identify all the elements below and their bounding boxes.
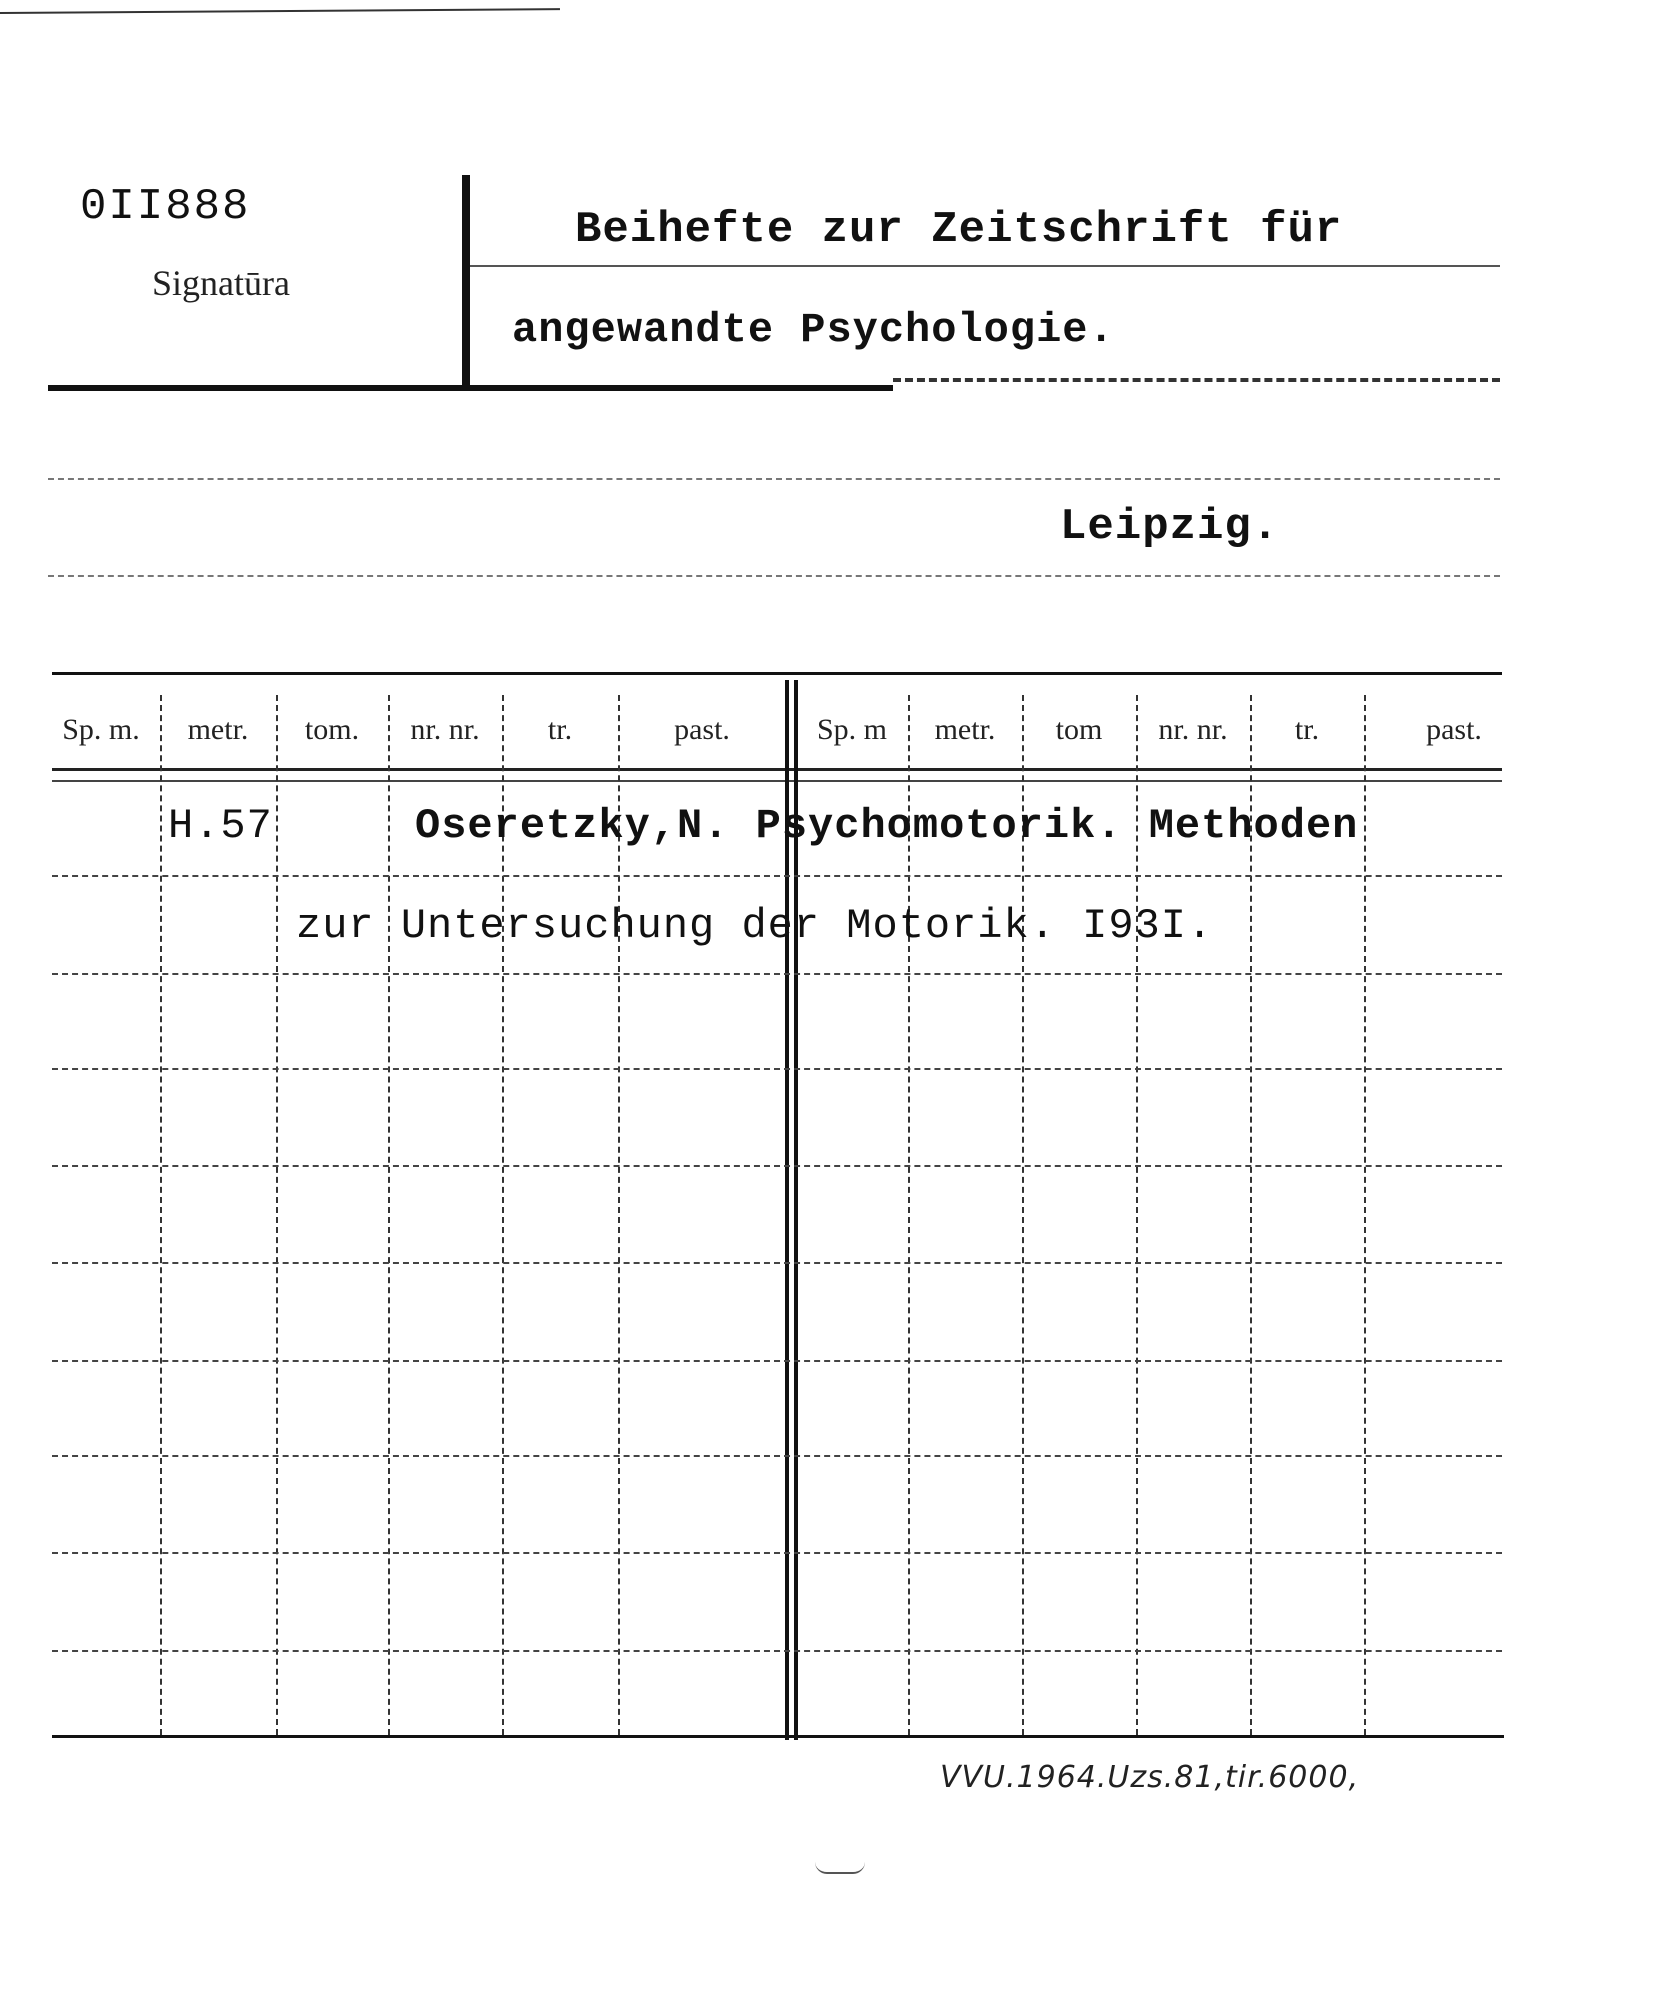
row-rule	[52, 875, 1502, 877]
col-divider	[160, 695, 162, 1735]
header-metr-right: metr.	[934, 713, 996, 746]
table-bottom-rule	[52, 1735, 1504, 1738]
header-rule	[48, 385, 893, 391]
col-divider	[908, 695, 910, 1735]
header-tr-right: tr.	[1294, 713, 1320, 746]
handwritten-note: VVU.1964.Uzs.81,tir.6000,	[940, 1760, 1360, 1795]
title-separator	[462, 175, 470, 385]
col-divider	[502, 695, 504, 1735]
place-rule-bottom	[48, 575, 1500, 577]
header-sp-m-right: Sp. m	[816, 713, 888, 746]
scan-mark	[815, 1862, 865, 1874]
header-tom-right: tom	[1055, 713, 1103, 746]
header-past-right: past.	[1426, 713, 1482, 746]
entry-call-number: H.57	[168, 802, 273, 850]
signature-number: 0II888	[80, 182, 251, 232]
place-rule-top	[48, 478, 1500, 480]
header-past-left: past.	[674, 713, 730, 746]
place: Leipzig.	[1060, 502, 1280, 552]
col-divider	[1022, 695, 1024, 1735]
row-rule	[52, 1650, 1502, 1652]
entry-line-1: Oseretzky,N. Psychomotorik. Methoden	[415, 802, 1359, 850]
header-tr-left: tr.	[547, 713, 573, 746]
header-nrnr-right: nr. nr.	[1158, 713, 1228, 746]
scan-edge-line	[0, 8, 560, 14]
row-rule	[52, 1262, 1502, 1264]
col-divider	[276, 695, 278, 1735]
col-divider	[1364, 695, 1366, 1735]
row-rule	[52, 1165, 1502, 1167]
row-rule	[52, 973, 1502, 975]
col-divider	[1250, 695, 1252, 1735]
row-rule	[52, 1068, 1502, 1070]
header-rule-faded	[893, 378, 1500, 382]
header-sp-m-left: Sp. m.	[62, 713, 140, 746]
row-rule	[52, 1552, 1502, 1554]
header-metr-left: metr.	[187, 713, 249, 746]
header-nrnr-left: nr. nr.	[410, 713, 480, 746]
col-divider	[388, 695, 390, 1735]
header-bottom-rule-2	[52, 780, 1502, 782]
title-line-1: Beihefte zur Zeitschrift für	[575, 205, 1343, 255]
table-top-rule	[52, 672, 1502, 675]
row-rule	[52, 1455, 1502, 1457]
signature-label: Signatūra	[152, 263, 290, 303]
col-divider	[1136, 695, 1138, 1735]
header-bottom-rule	[52, 768, 1502, 771]
title-rule-1	[470, 265, 1500, 267]
col-divider	[618, 695, 620, 1735]
header-tom-left: tom.	[304, 713, 360, 746]
row-rule	[52, 1360, 1502, 1362]
title-line-2: angewandte Psychologie.	[512, 306, 1115, 354]
entry-line-2: zur Untersuchung der Motorik. I93I.	[296, 902, 1214, 950]
